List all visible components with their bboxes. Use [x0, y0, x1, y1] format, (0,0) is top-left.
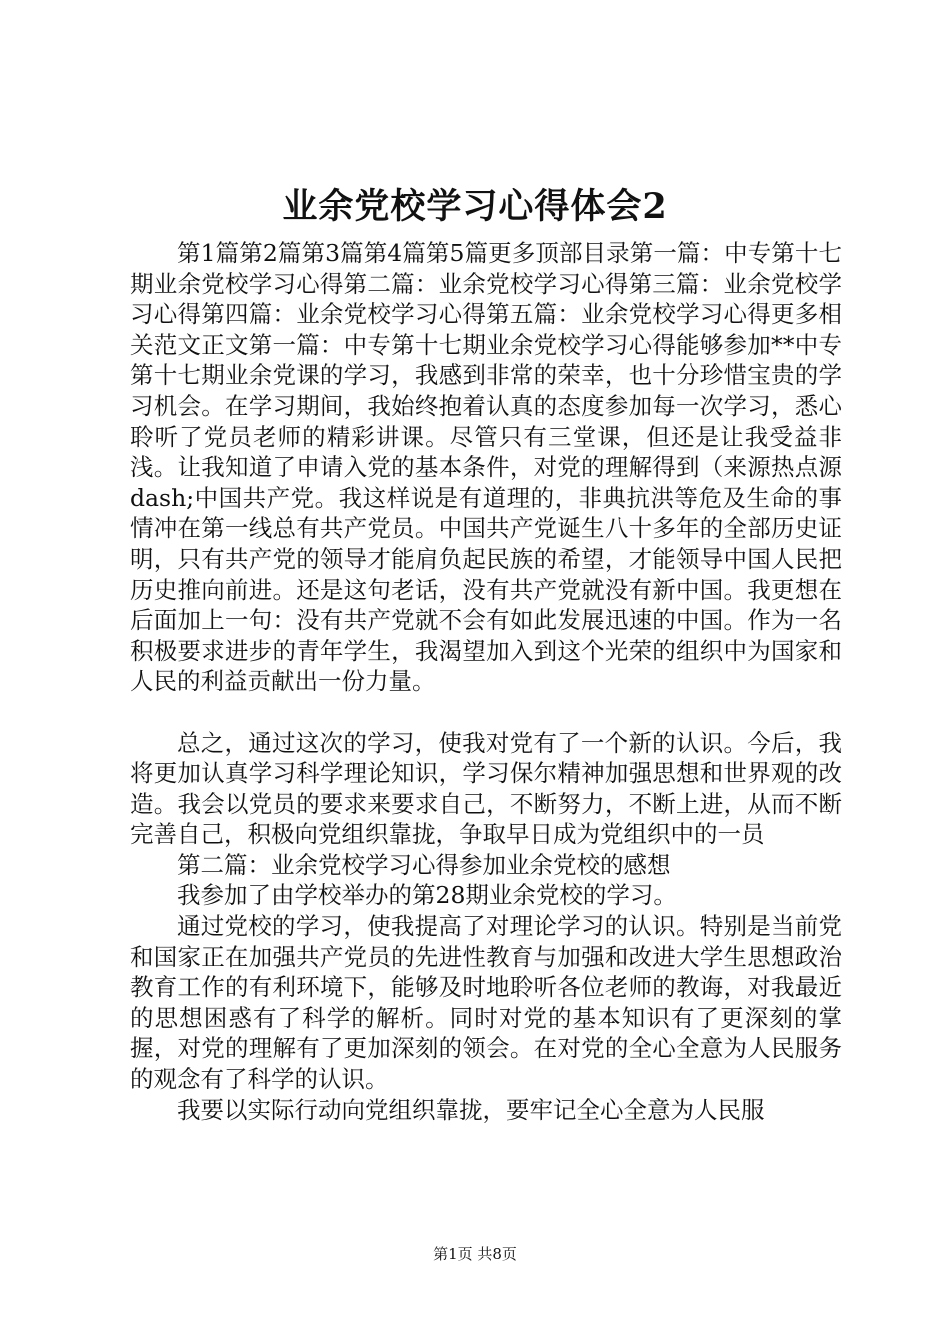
- document-title: 业余党校学习心得体会2: [282, 186, 668, 227]
- paragraph: 第1篇第2篇第3篇第4篇第5篇更多顶部目录第一篇：中专第十七期业余党校学习心得第二篇：业余党校学习心得第三篇：业余党校学习心得第四篇：业余党校学习心得第五篇：业余党校学习心得更多相关范文正文第一篇：中专第十七期业余党校学习心得能够参加**中专第十七期业余党课的学习，我感到非常的荣幸，也十分珍惜宝贵的学习机会。在学习期间，我始终抱着认真的态度参加每一次学习，悉心聆听了党员老师的精彩讲课。尽管只有三堂课，但还是让我受益非浅。让我知道了申请入党的基本条件，对党的理解得到（来源热点源dash;中国共产党。我这样说是有道理的，非典抗洪等危及生命的事情冲在第一线总有共产党员。中国共产党诞生八十多年的全部历史证明，只有共产党的领导才能肩负起民族的希望，才能领导中国人民把历史推向前进。还是这句老话，没有共产党就没有新中国。我更想在后面加上一句：没有共产党就不会有如此发展迅速的中国。作为一名积极要求进步的青年学生，我渴望加入到这个光荣的组织中为国家和人民的利益贡献出一份力量。: [130, 239, 842, 696]
- document-body: [130, 238, 842, 1125]
- paragraph: 我要以实际行动向党组织靠拢，要牢记全心全意为人民服: [177, 1095, 765, 1124]
- paragraph: 总之，通过这次的学习，使我对党有了一个新的认识。今后，我将更加认真学习科学理论知识，学习保尔精神加强思想和世界观的改造。我会以党员的要求来要求自己，不断努力，不断上进，从而不断完善自己，积极向党组织靠拢，争取早日成为党组织中的一员: [130, 728, 842, 849]
- paragraph: 第二篇：业余党校学习心得参加业余党校的感想: [177, 850, 671, 879]
- paragraph: 我参加了由学校举办的第28期业余党校的学习。: [177, 881, 677, 910]
- page-number-footer: 第1页 共8页: [433, 1245, 517, 1263]
- paragraph: 通过党校的学习，使我提高了对理论学习的认识。特别是当前党和国家正在加强共产党员的先进性教育与加强和改进大学生思想政治教育工作的有利环境下，能够及时地聆听各位老师的教诲，对我最近的思想困惑有了科学的解析。同时对党的基本知识有了更深刻的掌握，对党的理解有了更加深刻的领会。在对党的全心全意为人民服务的观念有了科学的认识。: [130, 912, 842, 1094]
